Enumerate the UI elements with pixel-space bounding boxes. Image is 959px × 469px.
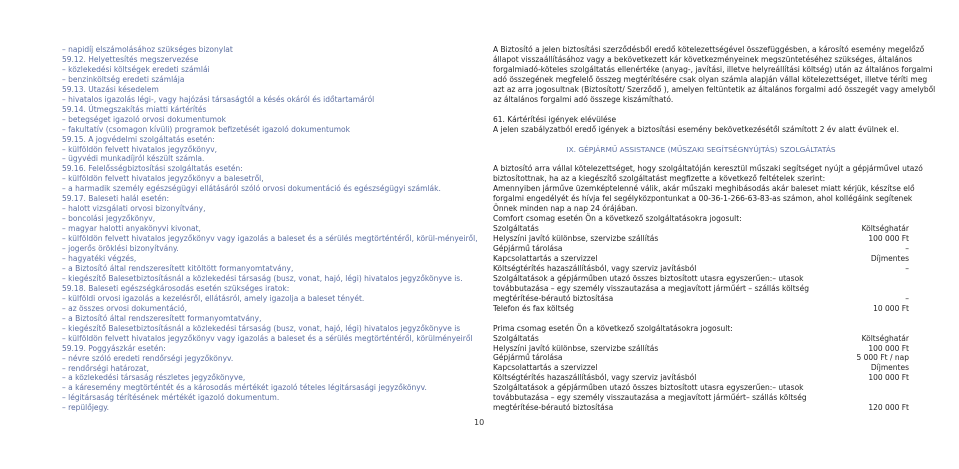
comfort-table (493, 224, 913, 314)
left-line: – napidíj elszámolásához szükséges bizonylat (62, 45, 233, 54)
body-paragraph (493, 164, 923, 224)
row-label: Költségtérítés hazaszállításból, vagy szerviz javításból (493, 373, 697, 383)
section-61-title: 61. Kártérítési igények elévülése (493, 114, 617, 124)
left-line: – közlekedési költségek eredeti számlái (62, 64, 210, 74)
row-value: Költséghatár (861, 333, 909, 343)
table-row (493, 353, 909, 363)
table-row (493, 373, 909, 383)
left-line: – külföldön felvett hivatalos jegyzőkönyv vagy igazolás a baleset és a sérülés megtörténtéről, körül-ményeiről, (62, 234, 478, 244)
left-line: – az összes orvosi dokumentáció, (62, 303, 187, 313)
body-line: biztosítottnak, ha az a kiegészítő szolgáltatást megfizette a következő feltételek szerint: (493, 174, 826, 184)
left-line: – a Biztosító által rendszeresített kitöltött formanyomtatvány, (62, 263, 294, 273)
row-label: Helyszíni javító különbse, szervizbe szállítás (493, 343, 659, 353)
left-line: – halott vizsgálati orvosi bizonyítvány, (62, 204, 206, 214)
row-label: Költségtérítés hazaszállításból, vagy szerviz javításból (493, 263, 697, 273)
body-line: A biztosító arra vállal kötelezettséget, hogy szolgáltatóján keresztül műszaki segítséget nyújt a gépjárművel utazó (493, 164, 923, 174)
row-value: 10 000 Ft (873, 303, 909, 313)
left-line: – rendőrségi határozat, (62, 363, 149, 373)
intro-paragraph (493, 45, 936, 105)
row-label: továbbutazása – egy személy visszautazása a megjavított járműért– szállás költség (493, 393, 807, 403)
left-line: – légitársaság térítésének mértékét igazoló dokumentum. (62, 393, 280, 403)
row-value: 120 000 Ft (868, 403, 909, 413)
left-line: – ügyvédi munkadíjról készült számla. (62, 154, 205, 164)
row-label: Gépjármű tárolása (493, 353, 563, 363)
left-line: – névre szóló eredeti rendőrségi jegyzőkönyv. (62, 353, 234, 363)
intro-line: állapot visszaállításához vagy a bekövetkezett kár következményeinek megszüntetéséhez szükséges, általános (493, 54, 913, 64)
row-value: Költséghatár (861, 224, 909, 234)
table-row (493, 383, 909, 393)
left-line: 59.18. Baleseti egészségkárosodás esetén szükséges iratok: (62, 283, 290, 293)
left-line: – a harmadik személy egészségügyi ellátásáról szóló orvosi dokumentáció és egészségügyi számlák. (62, 184, 441, 194)
left-line: 59.15. A jogvédelmi szolgáltatás esetén: (62, 134, 215, 144)
table-row (493, 304, 909, 314)
table-row (493, 274, 909, 284)
row-value: 100 000 Ft (868, 343, 909, 353)
left-line: – külföldön felvett hivatalos jegyzőkönyv a balesetről, (62, 174, 264, 184)
row-value: 100 000 Ft (868, 373, 909, 383)
row-label: megtérítése-bérautó biztosítása (493, 293, 614, 303)
left-line: – repülőjegy. (62, 403, 110, 413)
left-line: – boncolási jegyzőkönyv, (62, 214, 156, 224)
table-row (493, 234, 909, 244)
left-line: – hagyatéki végzés, (62, 254, 137, 264)
table-row (493, 284, 909, 294)
left-line: – betegséget igazoló orvosi dokumentumok (62, 114, 226, 124)
left-line: – kiegészítő Balesetbiztosításnál a közlekedési társaság (busz, vonat, hajó, légi) hivatalos jegyzőkönyve is (62, 323, 461, 333)
table-row (493, 334, 909, 344)
intro-line: azt az arra jogosultnak (Biztosított/ Szerződő ), amelyen feltüntetik az általános forgalmi adó összegét vagy amelyből (493, 84, 936, 94)
table-row (493, 393, 909, 403)
intro-line: A Biztosító a jelen biztosítási szerződésből eredő kötelezettségével összefüggésben, a károsító esemény megelőző (493, 45, 925, 54)
body-line: Amennyiben járműve üzemképtelenné válik, akár műszaki meghibásodás akár baleset miatt kérjük, készítse elő (493, 184, 915, 194)
table-row (493, 363, 909, 373)
row-label: továbbutazása – egy személy visszautazása a megjavított járműért – szállás költség (493, 283, 809, 293)
right-page (480, 0, 959, 469)
table-row (493, 224, 909, 234)
left-line: – jogerős öröklési bizonyítvány. (62, 244, 179, 254)
left-line: – külföldi orvosi igazolás a kezelésről, ellátásról, amely igazolja a baleset tényét. (62, 293, 365, 303)
prima-table (493, 334, 913, 414)
left-line: – benzinköltség eredeti számlája (62, 74, 185, 84)
row-label: Telefon és fax költség (493, 303, 574, 313)
body-line: Comfort csomag esetén Ön a következő szolgáltatásokra jogosult: (493, 214, 742, 224)
left-line: 59.12. Helyettesítés megszervezése (62, 54, 199, 64)
row-label: megtérítése-bérautó biztosítása (493, 403, 614, 413)
row-label: Helyszíni javító különbse, szervizbe szállítás (493, 234, 659, 244)
row-label: Szolgáltatások a gépjárműben utazó összes biztosított utasra egyszerűen:– utasok (493, 383, 804, 393)
left-line: – fakultatív (csomagon kívüli) programok befizetését igazoló dokumentumok (62, 124, 350, 134)
row-value: – (905, 244, 909, 254)
table-row (493, 403, 909, 413)
prima-intro: Prima csomag esetén Ön a következő szolgáltatásokra jogosult: (493, 323, 733, 333)
row-label: Gépjármű tárolása (493, 244, 563, 254)
left-line: – a káresemény megtörténtét és a károsodás mértékét igazoló tételes légitársasági jegyzőkönyv. (62, 383, 427, 393)
left-line: 59.13. Utazási késedelem (62, 84, 159, 94)
table-row (493, 294, 909, 304)
left-line: 59.16. Felelősségbiztosítási szolgáltatás esetén: (62, 164, 243, 174)
row-value: – (905, 293, 909, 303)
row-label: Szolgáltatások a gépjárműben utazó összes biztosított utasra egyszerűen:– utasok (493, 273, 804, 283)
intro-line: adó összegének megfelelő összeg megtérítésére csak olyan számla alapján vállal kötelezettséget, illetve téríti meg (493, 74, 928, 84)
row-value: Díjmentes (870, 253, 909, 263)
left-line: – külföldön felvett hivatalos jegyzőkönyv vagy igazolás a baleset és a sérülés megtörténtéről, körülményeiről (62, 333, 473, 343)
row-label: Kapcsolattartás a szervizzel (493, 253, 598, 263)
row-label: Szolgáltatás (493, 224, 539, 234)
row-value: 5 000 Ft / nap (856, 353, 909, 363)
left-line: – a Biztosító által rendszeresített formanyomtatvány, (62, 313, 262, 323)
chapter-title: IX. GÉPJÁRMŰ ASSISTANCE (MŰSZAKI SEGÍTSÉGNYÚJTÁS) SZOLGÁLTATÁS (566, 144, 836, 154)
intro-line: forgalmiadó-köteles szolgáltatás ellenértéke (anyag-, javítási, illetve helyreállítási költség) után az általános forgalmi (493, 64, 933, 74)
left-line: – a közlekedési társaság részletes jegyzőkönyve, (62, 373, 246, 383)
table-row (493, 254, 909, 264)
body-line: forgalmi engedélyét és hívja fel segélyközpontunkat a 00-36-1-266-63-83-as számon, ahol kollégáink segítenek (493, 194, 913, 204)
row-value: – (905, 263, 909, 273)
left-column (62, 45, 482, 413)
section-61-text: A jelen szabályzatból eredő igények a biztosítási esemény bekövetkezésétől számított 2 év alatt évülnek el. (493, 124, 899, 134)
right-column (493, 45, 936, 413)
table-row (493, 344, 909, 354)
intro-line: az általános forgalmi adó összege kiszámítható. (493, 94, 674, 104)
page-number: 10 (474, 418, 485, 427)
left-line: – kiegészítő Balesetbiztosításnál a közlekedési társaság (busz, vonat, hajó, légi) hivatalos jegyzőkönyve is. (62, 273, 463, 283)
row-value: Díjmentes (870, 363, 909, 373)
left-line: – hivatalos igazolás légi-, vagy hajózási társaságtól a késés okáról és időtartamáról (62, 94, 375, 104)
left-line: 59.14. Útmegszakítás miatti kártérítés (62, 104, 207, 114)
body-line: Önnek minden nap a nap 24 órájában. (493, 204, 638, 214)
row-label: Szolgáltatás (493, 333, 539, 343)
row-label: Kapcsolattartás a szervizzel (493, 363, 598, 373)
row-value: 100 000 Ft (868, 234, 909, 244)
table-row (493, 264, 909, 274)
left-line: – külföldön felvett hivatalos jegyzőkönyv, (62, 144, 218, 154)
left-line: 59.17. Baleseti halál esetén: (62, 194, 170, 204)
table-row (493, 244, 909, 254)
left-line: – magyar halotti anyakönyvi kivonat, (62, 224, 201, 234)
left-line: 59.19. Poggyászkár esetén: (62, 343, 166, 353)
